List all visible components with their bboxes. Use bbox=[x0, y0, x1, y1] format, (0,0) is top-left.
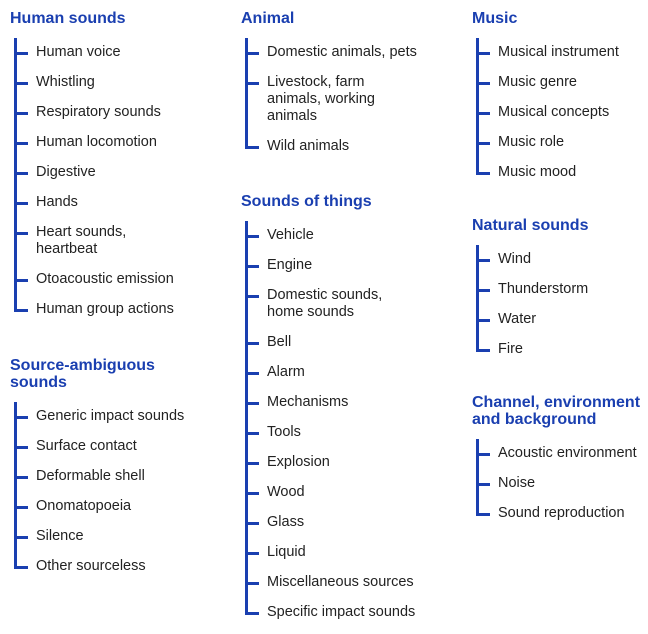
tree-item-label: Musical instrument bbox=[498, 44, 619, 60]
tree-branch-line bbox=[245, 372, 259, 375]
tree-branch-line bbox=[476, 52, 490, 55]
category-animal bbox=[241, 10, 417, 162]
tree-item bbox=[36, 265, 174, 295]
tree-item bbox=[498, 98, 619, 128]
tree-branch-line bbox=[14, 566, 28, 569]
tree-item bbox=[36, 158, 174, 188]
tree-item-label: Musical concepts bbox=[498, 104, 610, 120]
tree-item bbox=[267, 478, 415, 508]
tree-item bbox=[267, 568, 415, 598]
category-music bbox=[472, 10, 619, 188]
tree-item bbox=[36, 98, 174, 128]
tree-item-label: Digestive bbox=[36, 164, 96, 180]
tree-item bbox=[36, 295, 174, 325]
tree-item bbox=[267, 328, 415, 358]
tree-item bbox=[498, 275, 588, 305]
category-title: Human sounds bbox=[10, 10, 126, 27]
tree-branch-line bbox=[14, 279, 28, 282]
tree-item bbox=[498, 335, 588, 365]
category-source-ambiguous-sounds bbox=[10, 357, 184, 582]
tree-item-label: Sound reproduction bbox=[498, 505, 625, 521]
tree-item-label: Water bbox=[498, 311, 537, 327]
tree-item-label: Glass bbox=[267, 514, 305, 530]
tree-item bbox=[267, 598, 415, 628]
tree-item-label: Mechanisms bbox=[267, 394, 349, 410]
tree-item bbox=[36, 492, 184, 522]
tree-item-label: Surface contact bbox=[36, 438, 137, 454]
tree-item bbox=[267, 388, 415, 418]
tree-branch-line bbox=[14, 172, 28, 175]
tree-item-label: Fire bbox=[498, 341, 523, 357]
tree-item bbox=[267, 358, 415, 388]
tree-item bbox=[267, 221, 415, 251]
tree-item bbox=[267, 68, 417, 132]
tree-item-label: Otoacoustic emission bbox=[36, 271, 174, 287]
tree-item-label: Livestock, farm animals, working animals bbox=[267, 74, 375, 124]
tree-branch-line bbox=[245, 52, 259, 55]
tree-branch-line bbox=[245, 235, 259, 238]
tree-item-label: Respiratory sounds bbox=[36, 104, 161, 120]
tree-item-label: Noise bbox=[498, 475, 536, 491]
tree-branch-line bbox=[476, 259, 490, 262]
tree-item-label: Tools bbox=[267, 424, 301, 440]
tree-item-label: Wood bbox=[267, 484, 305, 500]
tree-branch-line bbox=[14, 112, 28, 115]
tree-item-label: Engine bbox=[267, 257, 313, 273]
tree-item bbox=[36, 432, 184, 462]
category-tree bbox=[241, 38, 417, 162]
tree-branch-line bbox=[476, 289, 490, 292]
tree-branch-line bbox=[245, 295, 259, 298]
tree-branch-line bbox=[14, 446, 28, 449]
tree-item bbox=[498, 439, 640, 469]
tree-branch-line bbox=[476, 172, 490, 175]
tree-item-label: Wild animals bbox=[267, 138, 350, 154]
tree-item-label: Music genre bbox=[498, 74, 577, 90]
tree-item-label: Thunderstorm bbox=[498, 281, 589, 297]
tree-branch-line bbox=[245, 492, 259, 495]
tree-item bbox=[498, 68, 619, 98]
category-tree bbox=[10, 38, 174, 325]
tree-item-label: Alarm bbox=[267, 364, 305, 380]
category-natural-sounds bbox=[472, 217, 588, 365]
tree-item-label: Silence bbox=[36, 528, 84, 544]
tree-item-label: Human voice bbox=[36, 44, 121, 60]
tree-item bbox=[498, 128, 619, 158]
tree-branch-line bbox=[14, 536, 28, 539]
tree-item-label: Human group actions bbox=[36, 301, 174, 317]
tree-item-label: Human locomotion bbox=[36, 134, 157, 150]
tree-item-label: Specific impact sounds bbox=[267, 604, 416, 620]
tree-item-label: Other sourceless bbox=[36, 558, 146, 574]
tree-item-label: Hands bbox=[36, 194, 78, 210]
tree-branch-line bbox=[476, 82, 490, 85]
tree-item bbox=[267, 448, 415, 478]
tree-item bbox=[498, 158, 619, 188]
category-tree bbox=[241, 221, 415, 628]
tree-item-label: Wind bbox=[498, 251, 532, 267]
tree-branch-line bbox=[14, 416, 28, 419]
category-title: Channel, environment and background bbox=[472, 394, 641, 428]
tree-item bbox=[267, 281, 415, 328]
tree-item bbox=[36, 522, 184, 552]
tree-connector-line bbox=[476, 38, 479, 175]
category-title: Animal bbox=[241, 10, 295, 27]
tree-item-label: Generic impact sounds bbox=[36, 408, 185, 424]
tree-item-label: Domestic animals, pets bbox=[267, 44, 417, 60]
tree-item-label: Liquid bbox=[267, 544, 306, 560]
category-tree bbox=[10, 402, 184, 582]
tree-item bbox=[267, 251, 415, 281]
tree-branch-line bbox=[245, 432, 259, 435]
tree-branch-line bbox=[245, 612, 259, 615]
tree-branch-line bbox=[245, 265, 259, 268]
tree-item-label: Explosion bbox=[267, 454, 330, 470]
tree-connector-line bbox=[14, 402, 17, 569]
category-tree bbox=[472, 38, 619, 188]
tree-item-label: Miscellaneous sources bbox=[267, 574, 414, 590]
tree-item bbox=[267, 132, 417, 162]
tree-branch-line bbox=[476, 112, 490, 115]
tree-item bbox=[267, 38, 417, 68]
category-tree bbox=[472, 439, 640, 529]
tree-item-label: Domestic sounds, home sounds bbox=[267, 287, 383, 320]
tree-branch-line bbox=[14, 52, 28, 55]
tree-item bbox=[498, 245, 588, 275]
tree-item bbox=[267, 508, 415, 538]
tree-item-label: Heart sounds, heartbeat bbox=[36, 224, 127, 257]
category-human-sounds bbox=[10, 10, 174, 325]
tree-branch-line bbox=[476, 513, 490, 516]
category-title: Source-ambiguous sounds bbox=[10, 357, 155, 391]
tree-branch-line bbox=[14, 202, 28, 205]
tree-item bbox=[498, 499, 640, 529]
tree-branch-line bbox=[14, 309, 28, 312]
category-channel-environment-background bbox=[472, 394, 640, 529]
tree-item bbox=[36, 552, 184, 582]
tree-connector-line bbox=[476, 439, 479, 516]
tree-item-label: Acoustic environment bbox=[498, 445, 637, 461]
tree-branch-line bbox=[476, 483, 490, 486]
tree-item-label: Deformable shell bbox=[36, 468, 145, 484]
tree-item-label: Vehicle bbox=[267, 227, 314, 243]
tree-branch-line bbox=[476, 453, 490, 456]
tree-branch-line bbox=[476, 142, 490, 145]
tree-branch-line bbox=[245, 582, 259, 585]
tree-item bbox=[36, 68, 174, 98]
tree-item bbox=[36, 218, 174, 265]
category-title: Music bbox=[472, 10, 518, 27]
tree-item-label: Bell bbox=[267, 334, 292, 350]
tree-branch-line bbox=[245, 82, 259, 85]
tree-branch-line bbox=[245, 146, 259, 149]
tree-item bbox=[267, 418, 415, 448]
tree-branch-line bbox=[476, 319, 490, 322]
tree-item bbox=[36, 402, 184, 432]
category-sounds-of-things bbox=[241, 193, 415, 628]
tree-item-label: Music role bbox=[498, 134, 565, 150]
tree-branch-line bbox=[14, 476, 28, 479]
tree-branch-line bbox=[14, 82, 28, 85]
category-title: Natural sounds bbox=[472, 217, 589, 234]
tree-item-label: Whistling bbox=[36, 74, 95, 90]
tree-connector-line bbox=[245, 221, 248, 615]
tree-branch-line bbox=[14, 232, 28, 235]
tree-branch-line bbox=[245, 342, 259, 345]
category-title: Sounds of things bbox=[241, 193, 372, 210]
tree-item bbox=[498, 305, 588, 335]
category-tree bbox=[472, 245, 588, 365]
tree-item bbox=[498, 38, 619, 68]
tree-branch-line bbox=[245, 552, 259, 555]
tree-item-label: Onomatopoeia bbox=[36, 498, 132, 514]
tree-item bbox=[36, 188, 174, 218]
tree-branch-line bbox=[14, 142, 28, 145]
tree-item bbox=[36, 128, 174, 158]
tree-branch-line bbox=[245, 462, 259, 465]
tree-branch-line bbox=[245, 402, 259, 405]
tree-branch-line bbox=[245, 522, 259, 525]
tree-item bbox=[498, 469, 640, 499]
tree-item bbox=[36, 462, 184, 492]
tree-item bbox=[36, 38, 174, 68]
tree-branch-line bbox=[14, 506, 28, 509]
tree-item bbox=[267, 538, 415, 568]
tree-branch-line bbox=[476, 349, 490, 352]
tree-item-label: Music mood bbox=[498, 164, 577, 180]
tree-connector-line bbox=[14, 38, 17, 312]
